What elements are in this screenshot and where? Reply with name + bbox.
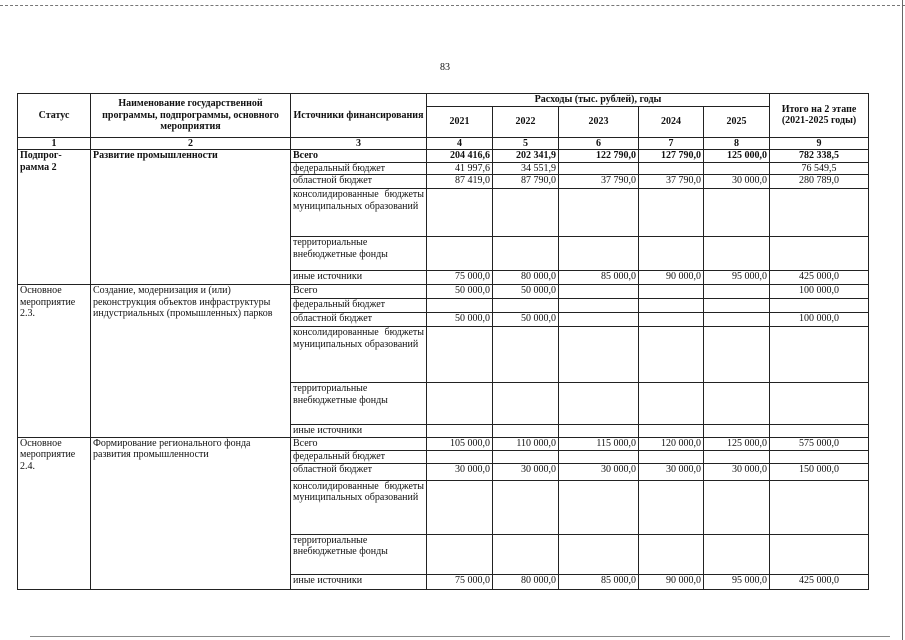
- year-value: [493, 383, 559, 425]
- total-value: [770, 189, 869, 237]
- header-total: Итого на 2 этапе (2021-2025 годы): [770, 94, 869, 138]
- year-value: [559, 189, 639, 237]
- funding-source: областной бюджет: [291, 175, 427, 189]
- total-value: [770, 450, 869, 463]
- year-value: [427, 480, 493, 534]
- scan-right-edge: [902, 0, 903, 640]
- year-value: 50 000,0: [427, 313, 493, 327]
- total-value: 280 789,0: [770, 175, 869, 189]
- header-year: 2024: [639, 106, 704, 137]
- year-value: [704, 285, 770, 299]
- column-number: 9: [770, 137, 869, 150]
- year-value: 37 790,0: [639, 175, 704, 189]
- funding-source: Всего: [291, 437, 427, 450]
- year-value: [639, 237, 704, 271]
- year-value: [639, 327, 704, 383]
- total-value: [770, 237, 869, 271]
- year-value: [559, 383, 639, 425]
- column-number: 6: [559, 137, 639, 150]
- column-number: 7: [639, 137, 704, 150]
- year-value: 87 419,0: [427, 175, 493, 189]
- year-value: [704, 162, 770, 175]
- table-body: [18, 150, 869, 590]
- header-expenses: Расходы (тыс. рублей), годы: [427, 94, 770, 107]
- total-value: 782 338,5: [770, 150, 869, 163]
- year-value: 90 000,0: [639, 271, 704, 285]
- year-value: [559, 285, 639, 299]
- total-value: 76 549,5: [770, 162, 869, 175]
- total-value: [770, 327, 869, 383]
- year-value: 120 000,0: [639, 437, 704, 450]
- year-value: [704, 425, 770, 438]
- year-value: [704, 313, 770, 327]
- table-header: [18, 94, 869, 150]
- funding-source: иные источники: [291, 271, 427, 285]
- year-value: 90 000,0: [639, 574, 704, 589]
- funding-source: территориальные внебюджетные фонды: [291, 237, 427, 271]
- funding-source: территориальные внебюджетные фонды: [291, 383, 427, 425]
- year-value: [704, 450, 770, 463]
- column-number: 5: [493, 137, 559, 150]
- year-value: 105 000,0: [427, 437, 493, 450]
- year-value: [559, 480, 639, 534]
- funding-source: областной бюджет: [291, 463, 427, 480]
- year-value: 204 416,6: [427, 150, 493, 163]
- year-value: [427, 299, 493, 313]
- total-value: 100 000,0: [770, 313, 869, 327]
- total-value: [770, 425, 869, 438]
- funding-source: консолидированные бюджеты муниципальных образований: [291, 189, 427, 237]
- column-number: 3: [291, 137, 427, 150]
- year-value: [427, 383, 493, 425]
- total-value: 575 000,0: [770, 437, 869, 450]
- funding-source: областной бюджет: [291, 313, 427, 327]
- year-value: 115 000,0: [559, 437, 639, 450]
- year-value: 80 000,0: [493, 574, 559, 589]
- year-value: 122 790,0: [559, 150, 639, 163]
- year-value: 75 000,0: [427, 271, 493, 285]
- year-value: [559, 237, 639, 271]
- total-value: 425 000,0: [770, 271, 869, 285]
- funding-source: территориальные внебюджетные фонды: [291, 534, 427, 574]
- year-value: 30 000,0: [427, 463, 493, 480]
- funding-source: федеральный бюджет: [291, 450, 427, 463]
- year-value: [704, 383, 770, 425]
- year-value: [493, 480, 559, 534]
- year-value: [559, 450, 639, 463]
- total-value: [770, 299, 869, 313]
- year-value: 50 000,0: [493, 313, 559, 327]
- table-row: [18, 437, 869, 450]
- year-value: [559, 299, 639, 313]
- year-value: [639, 534, 704, 574]
- year-value: 30 000,0: [704, 175, 770, 189]
- year-value: [559, 327, 639, 383]
- total-value: 425 000,0: [770, 574, 869, 589]
- row-name: Формирование регионального фонда развития промышленности: [91, 437, 291, 589]
- year-value: [493, 534, 559, 574]
- funding-source: иные источники: [291, 574, 427, 589]
- page-number: 83: [440, 62, 450, 73]
- year-value: [639, 383, 704, 425]
- year-value: [639, 299, 704, 313]
- funding-source: федеральный бюджет: [291, 299, 427, 313]
- year-value: 30 000,0: [493, 463, 559, 480]
- row-name: Создание, модернизация и (или) реконструкция объектов инфраструктуры индустриальных (промышленных) парков: [91, 285, 291, 438]
- year-value: [493, 189, 559, 237]
- year-value: [427, 189, 493, 237]
- total-value: 150 000,0: [770, 463, 869, 480]
- row-status: Основное мероприятие 2.4.: [18, 437, 91, 589]
- funding-source: консолидированные бюджеты муниципальных образований: [291, 327, 427, 383]
- budget-table: [17, 93, 869, 590]
- year-value: 95 000,0: [704, 271, 770, 285]
- year-value: [427, 425, 493, 438]
- funding-source: консолидированные бюджеты муниципальных образований: [291, 480, 427, 534]
- year-value: [704, 327, 770, 383]
- funding-source: федеральный бюджет: [291, 162, 427, 175]
- year-value: [427, 237, 493, 271]
- column-number: 2: [91, 137, 291, 150]
- funding-source: Всего: [291, 285, 427, 299]
- year-value: 30 000,0: [639, 463, 704, 480]
- scan-bottom-edge: [30, 636, 890, 638]
- year-value: [493, 327, 559, 383]
- year-value: [704, 299, 770, 313]
- funding-source: иные источники: [291, 425, 427, 438]
- total-value: [770, 480, 869, 534]
- row-name: Развитие промышленности: [91, 150, 291, 285]
- table-row: [18, 150, 869, 163]
- year-value: [639, 480, 704, 534]
- header-status: Статус: [18, 94, 91, 138]
- year-value: [493, 425, 559, 438]
- total-value: [770, 534, 869, 574]
- table-row: [18, 285, 869, 299]
- funding-source: Всего: [291, 150, 427, 163]
- year-value: 85 000,0: [559, 271, 639, 285]
- year-value: [493, 450, 559, 463]
- year-value: [704, 534, 770, 574]
- year-value: [639, 285, 704, 299]
- year-value: [639, 313, 704, 327]
- year-value: 37 790,0: [559, 175, 639, 189]
- year-value: [704, 189, 770, 237]
- year-value: 127 790,0: [639, 150, 704, 163]
- year-value: 80 000,0: [493, 271, 559, 285]
- year-value: [639, 162, 704, 175]
- header-year: 2022: [493, 106, 559, 137]
- column-number-row: [18, 137, 869, 150]
- column-number: 8: [704, 137, 770, 150]
- column-number: 4: [427, 137, 493, 150]
- column-number: 1: [18, 137, 91, 150]
- year-value: 75 000,0: [427, 574, 493, 589]
- year-value: [704, 237, 770, 271]
- year-value: [559, 534, 639, 574]
- year-value: [559, 425, 639, 438]
- year-value: 34 551,9: [493, 162, 559, 175]
- year-value: [639, 189, 704, 237]
- year-value: 110 000,0: [493, 437, 559, 450]
- year-value: [639, 425, 704, 438]
- year-value: [493, 299, 559, 313]
- year-value: 87 790,0: [493, 175, 559, 189]
- year-value: 85 000,0: [559, 574, 639, 589]
- header-year: 2021: [427, 106, 493, 137]
- year-value: 30 000,0: [559, 463, 639, 480]
- year-value: 125 000,0: [704, 437, 770, 450]
- year-value: 125 000,0: [704, 150, 770, 163]
- year-value: [639, 450, 704, 463]
- row-status: Подпрог-рамма 2: [18, 150, 91, 285]
- header-year: 2025: [704, 106, 770, 137]
- year-value: [427, 534, 493, 574]
- year-value: [427, 450, 493, 463]
- year-value: 30 000,0: [704, 463, 770, 480]
- year-value: 95 000,0: [704, 574, 770, 589]
- year-value: [493, 237, 559, 271]
- header-year: 2023: [559, 106, 639, 137]
- header-name: Наименование государственной программы, подпрограммы, основного мероприятия: [91, 94, 291, 138]
- year-value: 50 000,0: [427, 285, 493, 299]
- scan-top-edge: [0, 5, 905, 7]
- year-value: [559, 313, 639, 327]
- year-value: [559, 162, 639, 175]
- header-sources: Источники финансирования: [291, 94, 427, 138]
- year-value: [704, 480, 770, 534]
- year-value: 50 000,0: [493, 285, 559, 299]
- year-value: 41 997,6: [427, 162, 493, 175]
- total-value: [770, 383, 869, 425]
- total-value: 100 000,0: [770, 285, 869, 299]
- year-value: 202 341,9: [493, 150, 559, 163]
- year-value: [427, 327, 493, 383]
- row-status: Основное мероприятие 2.3.: [18, 285, 91, 438]
